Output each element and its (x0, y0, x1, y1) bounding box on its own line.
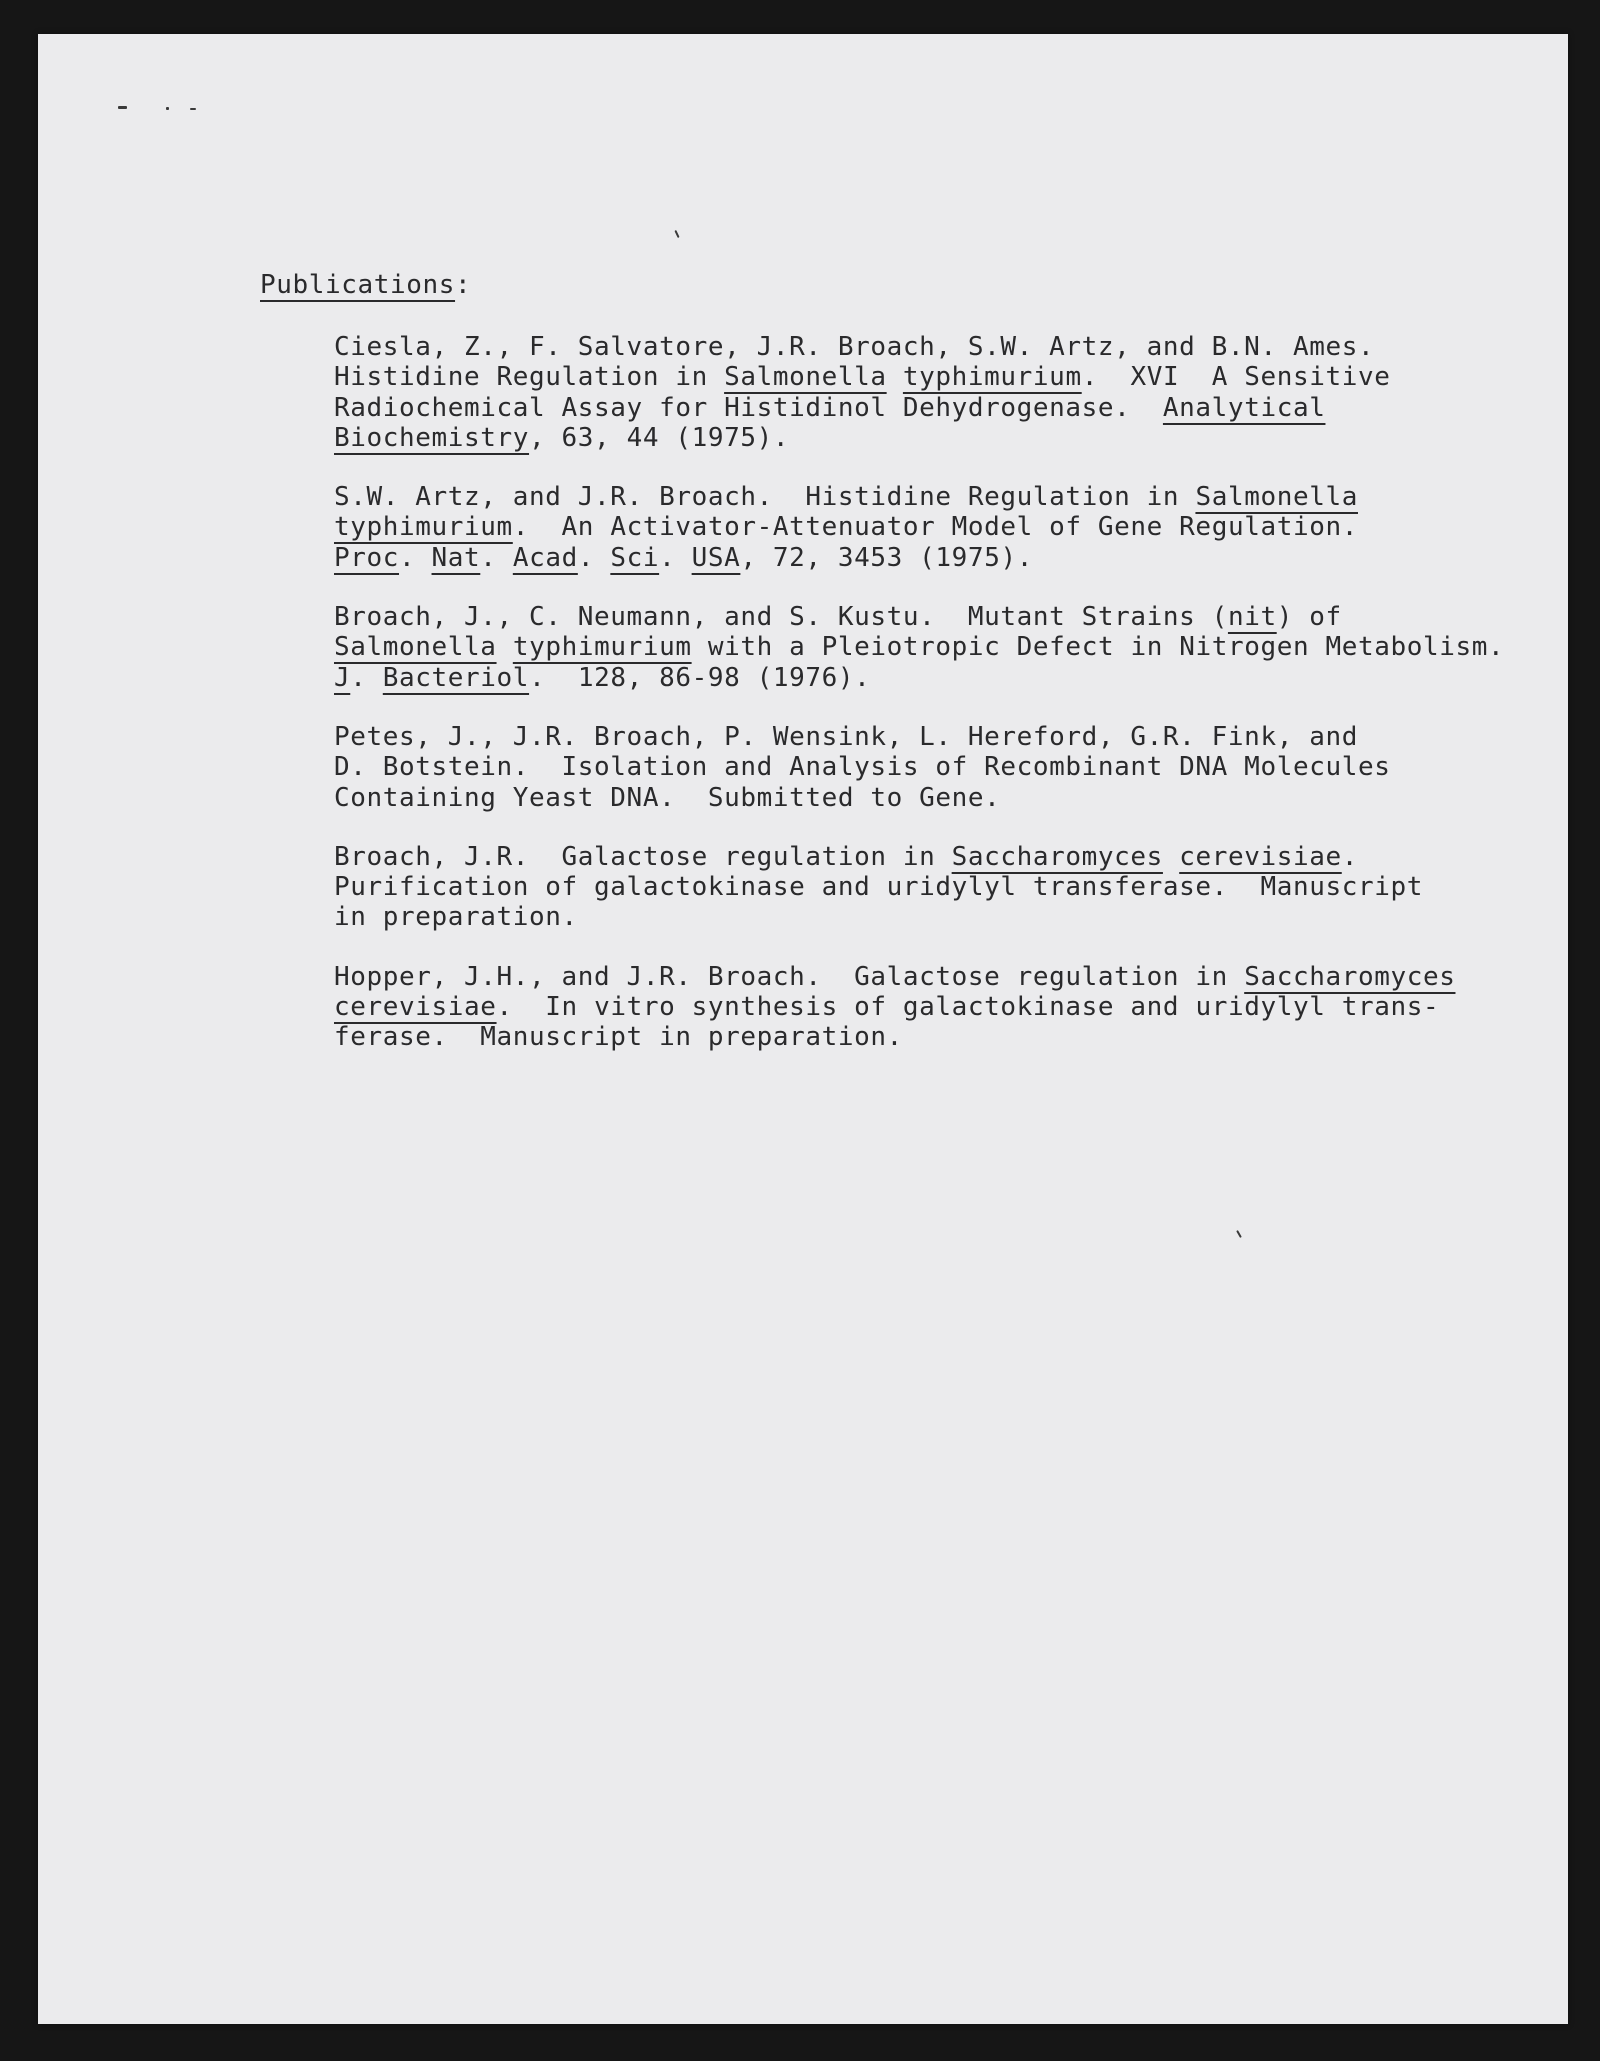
citation-line (334, 632, 1504, 662)
citation-text: . XVI A Sensitive (1081, 362, 1391, 393)
underlined-text: Acad (512, 542, 578, 573)
citation-text (1163, 842, 1179, 872)
publication-entry (334, 602, 1504, 693)
underlined-text: Biochemistry (334, 422, 530, 453)
underlined-text: typhimurium (334, 512, 513, 543)
underlined-text: cerevisiae (334, 992, 497, 1023)
paper-speck (1236, 1230, 1242, 1238)
underlined-text: USA (691, 542, 741, 573)
citation-text: . 128, 86-98 (1976). (529, 662, 871, 693)
citation-line (334, 842, 1504, 872)
underlined-text: typhimurium (902, 362, 1082, 393)
citation-text: . (659, 542, 692, 573)
citation-text: . (1341, 841, 1359, 872)
citation-line (334, 423, 1504, 453)
citation-line (334, 722, 1504, 752)
citation-text (887, 362, 903, 392)
underlined-text: Saccharomyces (1244, 961, 1456, 992)
citation-text: . (480, 542, 513, 573)
paper-speck (190, 108, 196, 110)
citation-line (334, 362, 1504, 392)
citation-text: . (350, 662, 383, 693)
citation-text: . (399, 542, 432, 573)
citation-text: ) of (1276, 602, 1342, 633)
publication-entry (334, 842, 1504, 933)
publication-list (334, 332, 1504, 1082)
citation-line (334, 332, 1504, 362)
citation-line (334, 602, 1504, 632)
underlined-text: Bacteriol (382, 662, 530, 693)
underlined-text: Proc (334, 542, 400, 573)
citation-text: . (577, 542, 611, 573)
publication-entry (334, 482, 1504, 573)
citation-text: with a Pleiotropic Defect in Nitrogen Metabolism. (691, 632, 1505, 663)
citation-text: . An Activator-Attenuator Model of Gene Regulation. (512, 512, 1358, 543)
underlined-text: Sci (610, 542, 660, 573)
citation-line (334, 992, 1504, 1022)
citation-text: Radiochemical Assay for Histidinol Dehydrogenase. (334, 392, 1163, 423)
citation-line (334, 962, 1504, 992)
underlined-text: Analytical (1162, 392, 1326, 423)
citation-line (334, 783, 1504, 813)
citation-text: , 63, 44 (1975). (529, 422, 790, 453)
citation-text: Broach, J.R. Galactose regulation in (334, 841, 952, 872)
underlined-text: Nat (431, 542, 481, 573)
citation-line (334, 512, 1504, 542)
document-page (38, 34, 1568, 2024)
citation-line (334, 543, 1504, 573)
citation-line (334, 752, 1504, 782)
citation-line (334, 482, 1504, 512)
paper-speck (118, 106, 127, 109)
underlined-text: Salmonella (334, 632, 497, 663)
citation-text: S.W. Artz, and J.R. Broach. Histidine Regulation in (334, 482, 1196, 513)
citation-text: Containing Yeast DNA. Submitted to Gene. (334, 782, 1001, 813)
underlined-text: Saccharomyces (951, 841, 1163, 872)
publication-entry (334, 722, 1504, 813)
underlined-text: Salmonella (1195, 482, 1358, 513)
citation-text: in preparation. (334, 902, 578, 933)
paper-speck (166, 107, 169, 110)
citation-text: Petes, J., J.R. Broach, P. Wensink, L. Hereford, G.R. Fink, and (334, 721, 1358, 752)
paper-speck (674, 230, 679, 238)
citation-text: Broach, J., C. Neumann, and S. Kustu. Mutant Strains ( (334, 602, 1228, 633)
underlined-text: nit (1227, 602, 1277, 633)
section-heading-colon: : (455, 270, 472, 300)
underlined-text: typhimurium (512, 632, 692, 663)
section-heading-text: Publications (260, 270, 456, 300)
citation-text: Purification of galactokinase and uridylyl transferase. Manuscript (334, 872, 1423, 903)
citation-text: . In vitro synthesis of galactokinase and uridylyl trans- (496, 992, 1440, 1023)
citation-text: Hopper, J.H., and J.R. Broach. Galactose regulation in (334, 961, 1245, 992)
citation-line (334, 663, 1504, 693)
underlined-text: cerevisiae (1179, 841, 1342, 872)
citation-text: Histidine Regulation in (334, 362, 725, 393)
citation-text: D. Botstein. Isolation and Analysis of Recombinant DNA Molecules (334, 752, 1391, 783)
citation-line (334, 872, 1504, 902)
underlined-text: J (334, 662, 351, 693)
citation-line (334, 1022, 1504, 1052)
citation-text (497, 632, 513, 662)
publication-entry (334, 962, 1504, 1053)
section-heading (260, 270, 471, 300)
citation-text: ferase. Manuscript in preparation. (334, 1022, 903, 1053)
citation-line (334, 393, 1504, 423)
citation-text: Ciesla, Z., F. Salvatore, J.R. Broach, S.W. Artz, and B.N. Ames. (334, 332, 1375, 362)
citation-line (334, 902, 1504, 932)
citation-text: , 72, 3453 (1975). (740, 542, 1033, 573)
publication-entry (334, 332, 1504, 453)
underlined-text: Salmonella (724, 362, 887, 393)
